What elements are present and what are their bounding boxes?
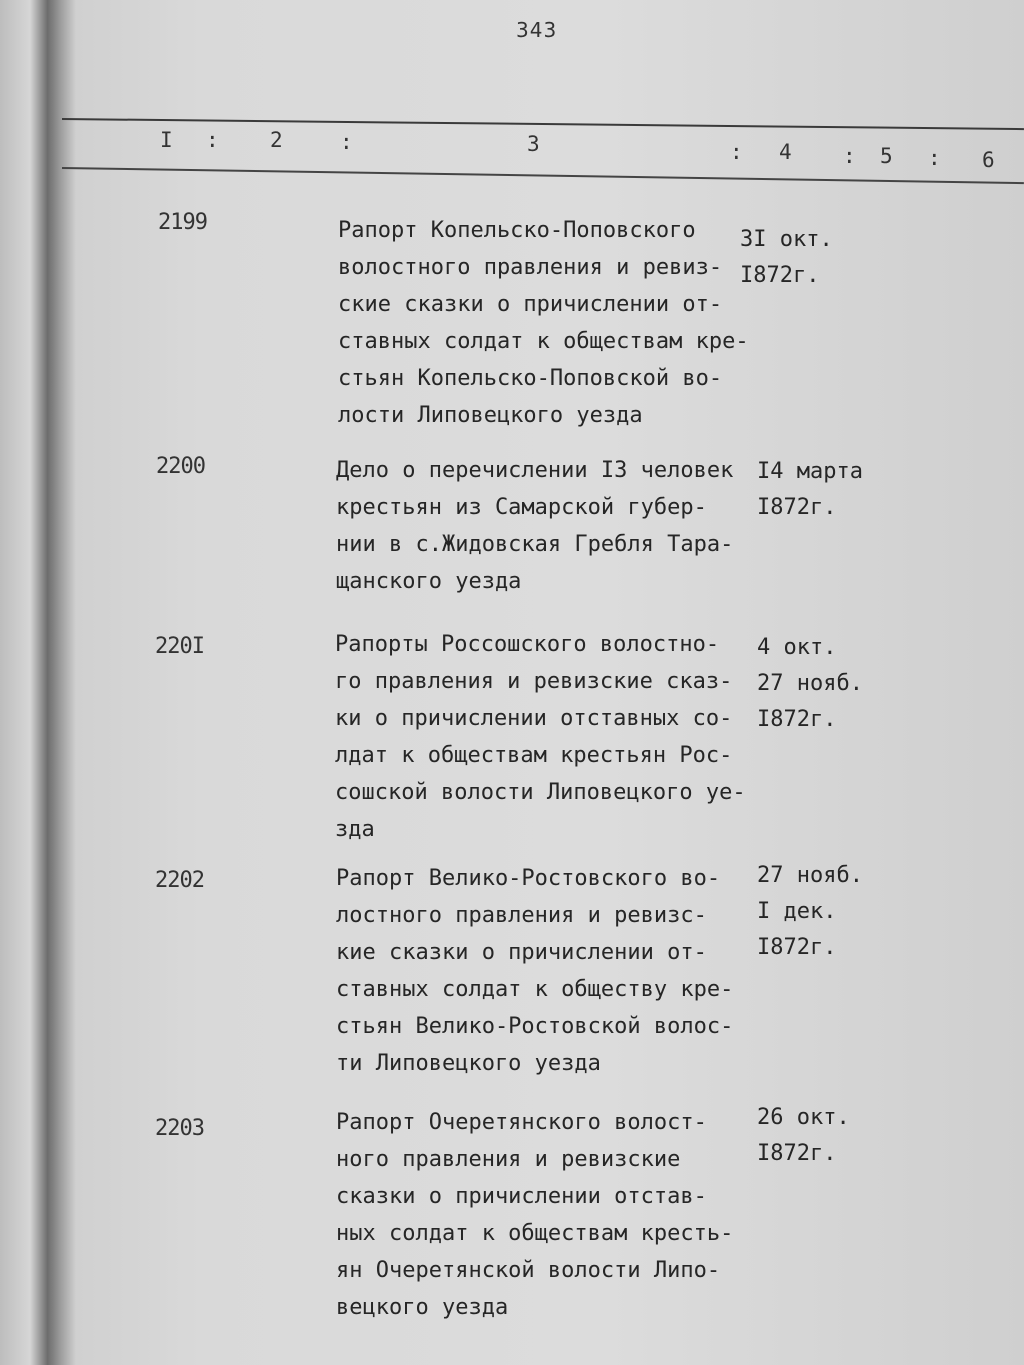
record-description: Рапорт Копельско-Поповского волостного правления и ревиз- ские сказки о причислении от- ставных солдат к обществам кре- стьян Копельско-Поповской во- лости Липовецкого уезда	[338, 218, 749, 428]
record-number: 2200	[156, 454, 205, 479]
header-rule-bottom	[62, 167, 1024, 184]
column-separator: :	[928, 146, 941, 170]
record-date: 3I окт. I872г.	[740, 227, 833, 288]
binding-gutter	[48, 0, 76, 1365]
column-separator: :	[730, 140, 743, 164]
column-header-4: 4	[779, 140, 792, 164]
record-date: 4 окт. 27 нояб. I872г.	[757, 635, 863, 732]
column-header-6: 6	[982, 148, 995, 172]
column-separator: :	[843, 144, 856, 168]
column-separator: :	[206, 128, 219, 152]
column-header-5: 5	[880, 144, 893, 168]
record-number: 2199	[158, 210, 207, 235]
record-number: 2202	[155, 868, 204, 893]
page-number: 343	[516, 18, 558, 42]
column-header-3: 3	[527, 132, 540, 156]
record-date: 27 нояб. I дек. I872г.	[757, 863, 863, 960]
record-description: Дело о перечислении I3 человек крестьян из Самарской губер- нии в с.Жидовская Гребля Тара- щанского уезда	[336, 458, 734, 594]
column-header-2: 2	[270, 128, 283, 152]
record-date: I4 марта I872г.	[757, 459, 863, 520]
record-description: Рапорт Очеретянского волост- ного правления и ревизские сказки о причислении отстав- ных солдат к обществам кресть- ян Очеретянской волости Липо- вецкого уезда	[336, 1110, 734, 1320]
record-number: 2203	[155, 1116, 204, 1141]
column-header-1: I	[160, 128, 173, 152]
facing-page-edge	[0, 0, 48, 1365]
column-separator: :	[340, 130, 353, 154]
record-description: Рапорт Велико-Ростовского во- лостного правления и ревизс- кие сказки о причислении от- ставных солдат к обществу кре- стьян Велико-Ростовской волос- ти Липовецкого уезда	[336, 866, 734, 1076]
record-description: Рапорты Россошского волостно- го правления и ревизские сказ- ки о причислении отставных со- лдат к обществам крестьян Рос- сошской волости Липовецкого уе- зда	[335, 632, 746, 842]
record-number: 220I	[155, 634, 204, 659]
record-date: 26 окт. I872г.	[757, 1105, 850, 1166]
